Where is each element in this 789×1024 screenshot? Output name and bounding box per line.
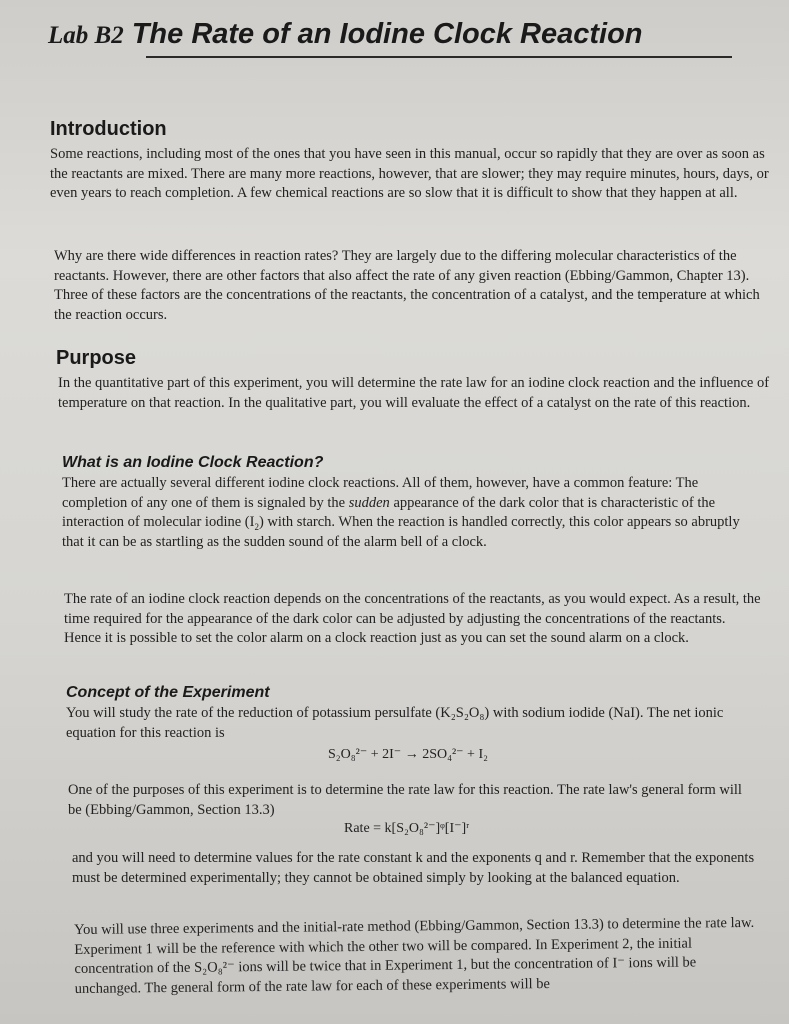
page-title: The Rate of an Iodine Clock Reaction [131,18,643,50]
purpose-paragraph: In the quantitative part of this experiment, you will determine the rate law for an iodine clock reaction and the influence of temperature on that reaction. In the qualitative part, you will evaluate the effect of a catalyst on the rate of this reaction. [58,375,770,411]
introduction-paragraph-1: Some reactions, including most of the ones that you have seen in this manual, occur so rapidly that they are over as soon as the reactants are mixed. There are many more reactions, however, that are slower; they may require minutes, hours, days, or even years to reach completion. A few chemical reactions are so slow that it is difficult to show that they happen at all. [50,146,769,201]
lab-number: Lab B2 [48,22,124,49]
concept-paragraph-4: You will use three experiments and the initial-rate method (Ebbing/Gammon, Section 13.3) to determine the rate law. Experiment 1 will be the reference with which the other two will be compared. In Experiment 2, the initial concentration of the S₂O₈²⁻ ions will be twice that in Experiment 1, but the concentration of I⁻ ions will be unchanged. The general form of the rate law for each of these experiments will be [74,914,755,997]
concept-paragraph-1: You will study the rate of the reduction of potassium persulfate (K₂S₂O₈) with sodium iodide (NaI). The net ionic equation for this reaction is [66,705,724,741]
introduction-paragraph-2: Why are there wide differences in reaction rates? They are largely due to the differing molecular characteristics of the reactants. However, there are other factors that also affect the rate of any given reaction (Ebbing/Gammon, Chapter 13). Three of these factors are the concentrations of the reactants, the concentration of a catalyst, and the temperature at which the reaction occurs. [54,248,760,323]
clock-reaction-paragraph-1: There are actually several different iodine clock reactions. All of them, however, have a common feature: The completion of any one of them is signaled by the sudden appearance of the dark color that is characteristic of the interaction of molecular iodine $(I_2)$ with starch. When the reaction is handled correctly, this color appears so abruptly that it can be as startling as the sudden sound of the alarm bell of a clock. [62,475,740,550]
concept-paragraph-2: One of the purposes of this experiment is to determine the rate law for this reaction. The rate law's general form will be (Ebbing/Gammon, Section 13.3) [68,782,742,818]
title-row [48,18,643,51]
title-underline [146,56,732,58]
rate-law-equation: Rate = k[S₂O₈²⁻]ᵠ[I⁻]ʳ [344,821,470,836]
purpose-heading: Purpose [56,347,137,369]
concept-heading: Concept of the Experiment [66,684,270,701]
concept-paragraph-3: and you will need to determine values for the rate constant k and the exponents q and r. Remember that the exponents must be determined experimentally; they cannot be obtained simply by looking at the balanced equation. [72,850,755,886]
clock-reaction-paragraph-2: The rate of an iodine clock reaction depends on the concentrations of the reactants, as you would expect. As a result, the time required for the appearance of the dark color can be adjusted by adjusting the concentrations of the reactants. Hence it is possible to set the color alarm on a clock reaction just as you can set the sound alarm on a clock. [64,591,761,646]
clock-reaction-heading: What is an Iodine Clock Reaction? [62,454,324,471]
net-ionic-equation: S₂O₈²⁻ + 2I⁻ → 2SO₄²⁻ + I₂ [328,747,488,762]
introduction-heading: Introduction [50,118,167,140]
emphasis-sudden: sudden [348,494,390,511]
